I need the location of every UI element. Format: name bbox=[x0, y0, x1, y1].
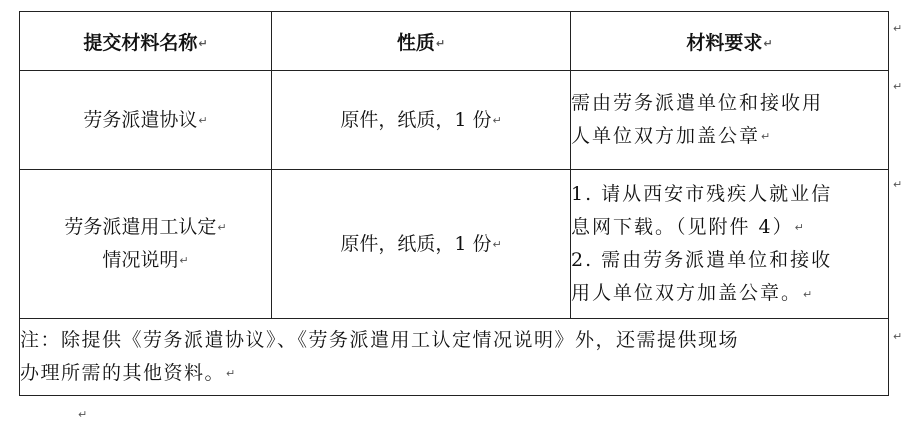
material-name-cell: 劳务派遣协议↵ bbox=[20, 71, 272, 170]
requirement-cell bbox=[571, 170, 889, 319]
table-header-row bbox=[20, 12, 889, 71]
paragraph-mark-icon: ↵ bbox=[761, 130, 773, 144]
row-end-mark-icon: ↵ bbox=[893, 80, 903, 93]
note-line: 办理所需的其他资料。↵ bbox=[20, 361, 237, 384]
materials-table bbox=[19, 11, 889, 396]
requirement-line: 需由劳务派遣单位和接收用 bbox=[571, 91, 824, 114]
requirement-line: 人单位双方加盖公章↵ bbox=[571, 124, 773, 147]
paragraph-mark-icon: ↵ bbox=[198, 36, 208, 50]
note-cell bbox=[20, 319, 889, 396]
material-name-line: 情况说明↵ bbox=[102, 249, 189, 271]
paragraph-mark-icon: ↵ bbox=[226, 367, 237, 381]
requirement-line: 用人单位双方加盖公章。↵ bbox=[571, 282, 815, 304]
row-end-mark-icon: ↵ bbox=[893, 178, 903, 191]
requirement-cell bbox=[571, 71, 889, 170]
nature-cell: 原件，纸质，1 份↵ bbox=[272, 170, 571, 319]
note-row bbox=[20, 319, 889, 396]
material-name-cell bbox=[20, 170, 272, 319]
paragraph-mark-icon: ↵ bbox=[492, 113, 502, 127]
paragraph-mark-icon: ↵ bbox=[198, 113, 208, 127]
header-nature: 性质↵ bbox=[272, 12, 571, 71]
paragraph-mark-icon: ↵ bbox=[217, 221, 227, 234]
table-row bbox=[20, 71, 889, 170]
requirement-line: 2. 需由劳务派遣单位和接收 bbox=[571, 249, 833, 271]
paragraph-mark-icon: ↵ bbox=[763, 36, 773, 50]
requirement-line: 息网下载。（见附件 4）↵ bbox=[571, 215, 806, 238]
material-name-line: 劳务派遣用工认定↵ bbox=[64, 216, 227, 238]
paragraph-mark-icon: ↵ bbox=[492, 237, 502, 251]
paragraph-mark-icon: ↵ bbox=[794, 221, 806, 234]
paragraph-mark-icon: ↵ bbox=[78, 408, 88, 421]
paragraph-mark-icon: ↵ bbox=[435, 36, 446, 50]
row-end-mark-icon: ↵ bbox=[893, 330, 903, 343]
requirement-line: 1. 请从西安市残疾人就业信 bbox=[571, 182, 833, 205]
header-requirements: 材料要求↵ bbox=[571, 12, 889, 71]
note-line: 注：除提供《劳务派遣协议》、《劳务派遣用工认定情况说明》外，还需提供现场 bbox=[20, 328, 740, 351]
paragraph-mark-icon: ↵ bbox=[803, 287, 815, 301]
paragraph-mark-icon: ↵ bbox=[179, 254, 189, 267]
header-material-name: 提交材料名称↵ bbox=[20, 12, 272, 71]
row-end-mark-icon: ↵ bbox=[893, 22, 903, 35]
nature-cell: 原件，纸质，1 份↵ bbox=[272, 71, 571, 170]
table-row bbox=[20, 170, 889, 319]
